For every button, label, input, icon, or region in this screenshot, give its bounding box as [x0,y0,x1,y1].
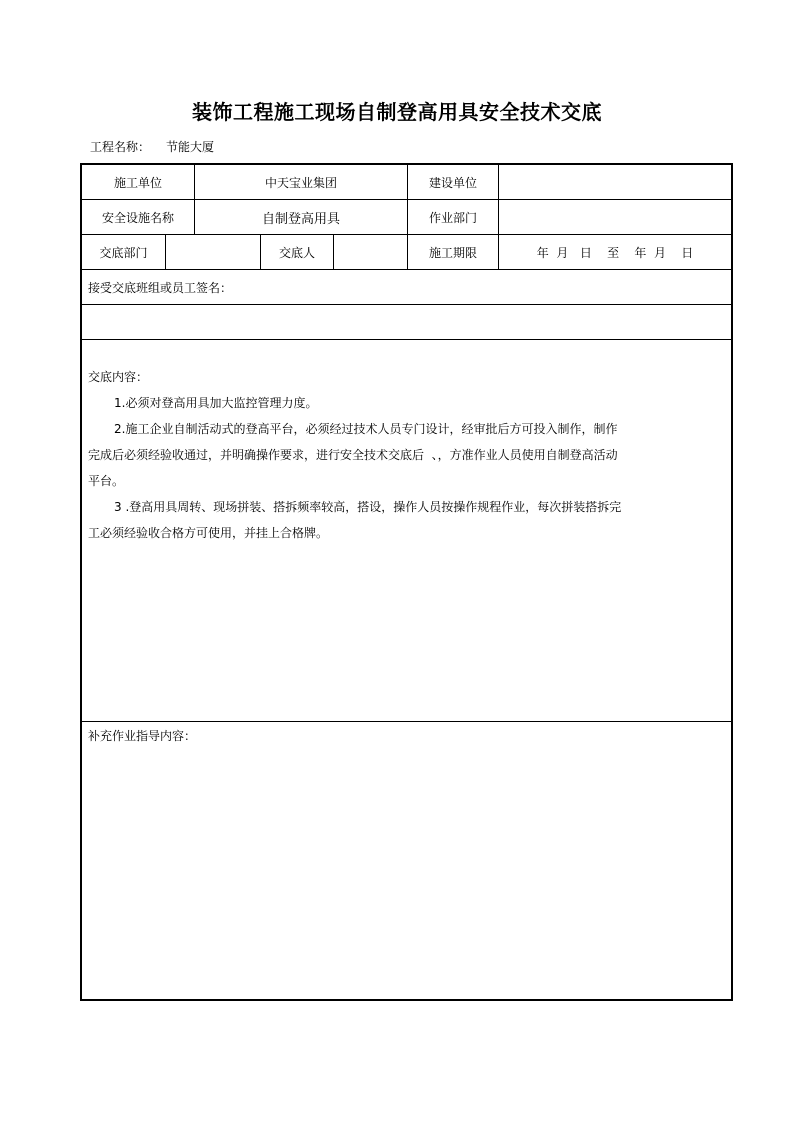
project-name-value: 节能大厦 [166,140,215,154]
construction-unit-label: 施工单位 [113,175,162,190]
supplement-label: 补充作业指导内容： [88,729,197,743]
signature-label: 接受交底班组或员工签名： [88,281,233,295]
content-heading: 交底内容： [88,370,149,384]
disclosure-person-value[interactable] [334,235,407,269]
facility-name-value: 自制登高用具 [261,211,340,227]
construction-unit-value: 中天宝业集团 [264,175,337,190]
signature-field[interactable] [82,305,731,339]
project-line [90,138,214,155]
document-title: 装饰工程施工现场自制登高用具安全技术交底 [192,100,602,124]
facility-name-label: 安全设施名称 [101,210,174,225]
content-item-2-line-1: 2.施工企业自制活动式的登高平台，必须经过技术人员专门设计，经审批后方可投入制作，制作 [114,422,618,436]
row-divider-6 [80,721,733,722]
row-divider-3 [80,269,733,270]
builder-unit-value[interactable] [499,165,731,199]
content-item-1: 1.必须对登高用具加大监控管理力度。 [114,396,318,410]
disclosure-person-label: 交底人 [278,245,315,260]
construction-period-label: 施工期限 [428,245,477,260]
construction-period-value[interactable]: 年 月 日 至 年 月 日 [536,245,694,260]
disclosure-dept-value[interactable] [166,235,260,269]
content-item-2-line-3: 平台。 [88,474,125,488]
project-name-label: 工程名称： [90,140,151,154]
disclosure-content [88,364,688,546]
disclosure-dept-label: 交底部门 [99,245,148,260]
work-dept-value[interactable] [499,200,731,234]
supplement-content-area[interactable] [82,745,731,999]
content-item-3-line-1: 3 .登高用具周转、现场拼装、搭拆频率较高，搭设，操作人员按操作规程作业，每次拼装搭拆完 [114,500,622,514]
content-item-2-line-2: 完成后必须经验收通过，并明确操作要求，进行安全技术交底后 、，方准作业人员使用自制登高活动 [88,448,618,462]
content-item-3-line-2: 工必须经验收合格方可使用，并挂上合格牌。 [88,526,329,540]
row-divider-5 [80,339,733,340]
builder-unit-label: 建设单位 [428,175,477,190]
work-dept-label: 作业部门 [428,210,477,225]
